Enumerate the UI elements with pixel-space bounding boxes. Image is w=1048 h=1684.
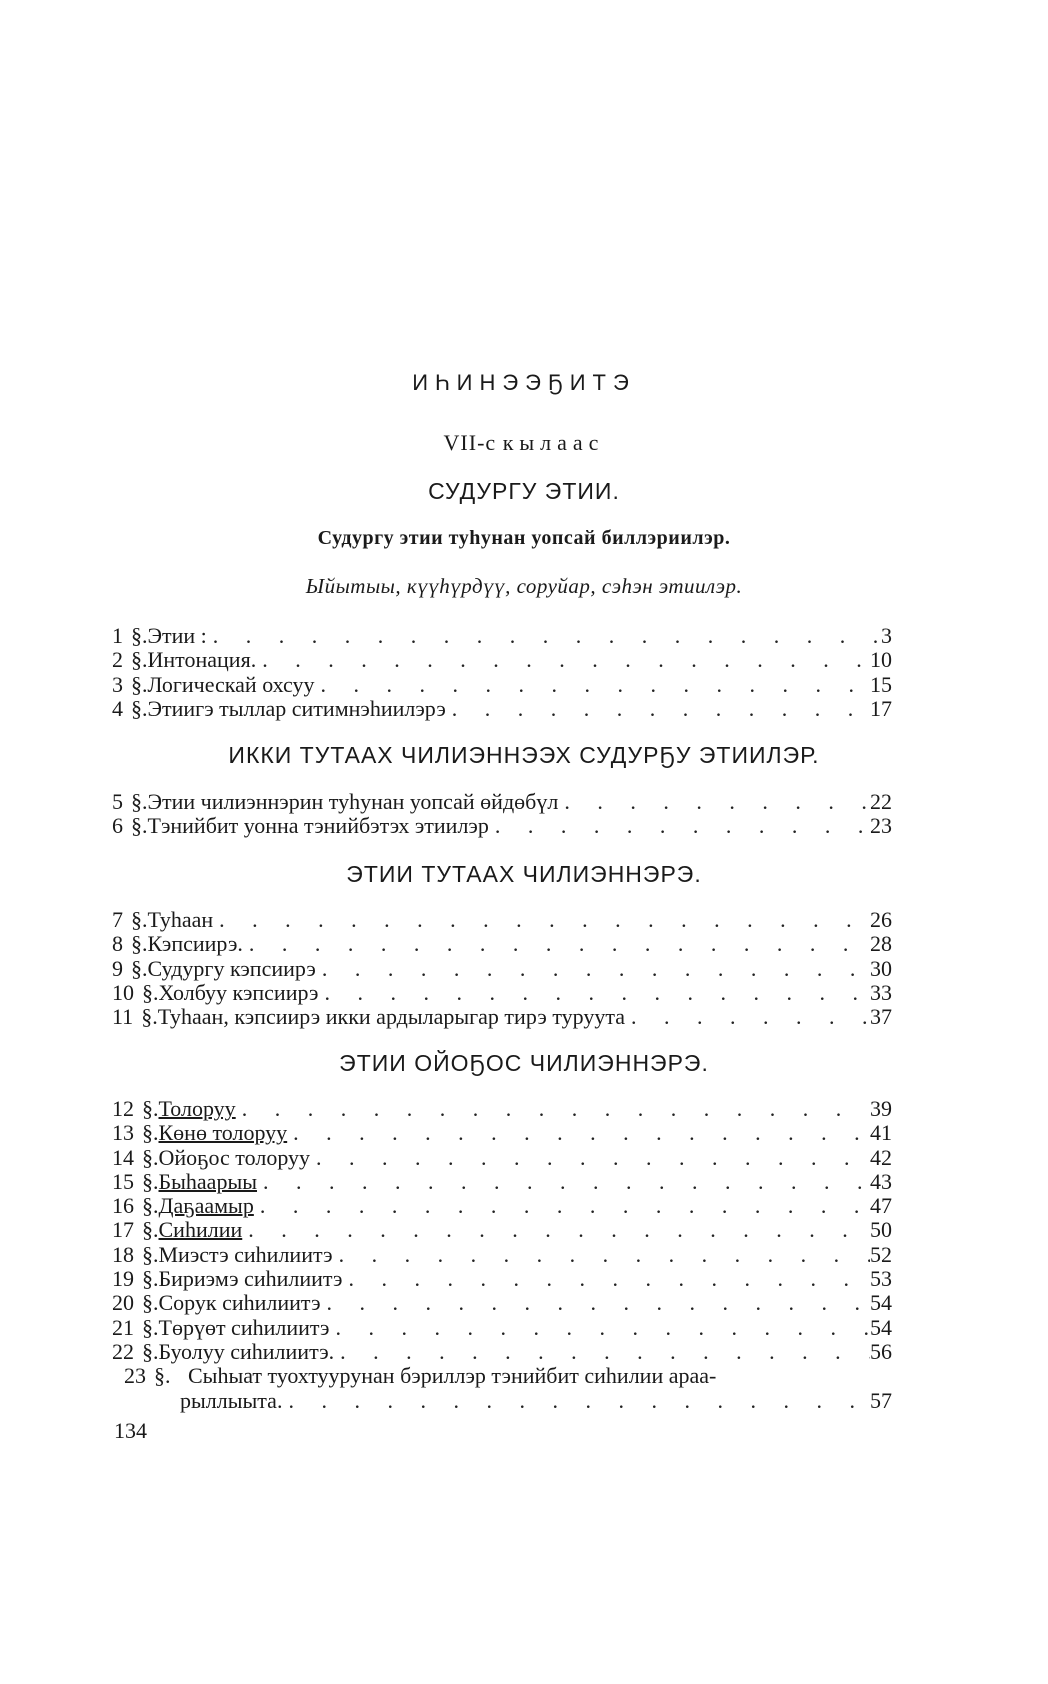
entry-title: Кэпсиирэ.: [147, 931, 243, 957]
entry-title: Холбуу кэпсиирэ: [158, 979, 319, 1005]
dot-leader: [213, 624, 878, 648]
dot-leader: [631, 1005, 870, 1029]
entry-title-cont: рыллыыта.: [180, 1387, 283, 1413]
entry-title: Даҕаамыр: [158, 1193, 254, 1219]
entry-page: 43: [870, 1168, 892, 1194]
italic-subtitle: Ыйытыы, күүһүрдүү, соруйар, сэһэн этиилэр.: [305, 574, 743, 598]
dot-leader: [288, 1389, 870, 1413]
subtitle: Судургу этии туһунан уопсай биллэриилэр.: [317, 527, 731, 549]
entry-page: 54: [870, 1290, 892, 1316]
section-sign: §.: [131, 647, 148, 673]
entry-title: Тэнийбит уонна тэнийбэтэх этиилэр: [147, 813, 489, 839]
section-sign: §.: [131, 907, 148, 932]
section-sign: §.: [142, 1338, 159, 1364]
entry-number: 18: [112, 1241, 134, 1267]
dot-leader: [242, 1097, 870, 1121]
dot-leader: [336, 1316, 871, 1340]
entry-page: 50: [870, 1217, 892, 1243]
section-sign: §.: [142, 1266, 159, 1292]
dot-leader: [327, 1291, 870, 1315]
entry-number: 19: [112, 1266, 134, 1292]
entry-number: 7: [112, 907, 123, 932]
entry-title: Туһаан: [147, 907, 214, 932]
dot-leader: [339, 1243, 870, 1267]
dot-leader: [564, 790, 870, 814]
entry-title: Миэстэ сиһилиитэ: [158, 1241, 333, 1267]
entry-list: [112, 790, 892, 839]
dot-leader: [349, 1267, 870, 1291]
section-heading: ИККИ ТУТААХ ЧИЛИЭННЭЭХ СУДУРҔУ ЭТИИЛЭР.: [228, 742, 820, 768]
entry-list: [112, 908, 892, 1029]
entry-title: Сыһыат туохтуурунан бэриллэр тэнийбит сиһилии араа-: [188, 1363, 717, 1389]
dot-leader: [263, 1170, 870, 1194]
dot-leader: [219, 908, 870, 932]
toc-entry[interactable]: [112, 981, 892, 1005]
section-sign: §.: [142, 1290, 159, 1316]
entry-page: 3: [881, 623, 892, 648]
entry-page: 57: [870, 1387, 892, 1413]
entry-number: 2: [112, 647, 123, 673]
entry-page: 33: [870, 979, 892, 1005]
toc-entry-continuation: [112, 1389, 892, 1413]
dot-leader: [316, 1146, 870, 1170]
entry-number: 6: [112, 813, 123, 839]
entry-number: 16: [112, 1193, 134, 1219]
toc-entry[interactable]: [112, 697, 892, 721]
dot-leader: [324, 981, 870, 1005]
section-sign: §.: [131, 931, 148, 957]
entry-page: 17: [870, 695, 892, 721]
entry-page: 47: [870, 1193, 892, 1219]
toc-entry[interactable]: [112, 1267, 892, 1291]
entry-list: [112, 1097, 892, 1413]
section-sign: §.: [131, 955, 148, 981]
section-sign: §.: [142, 1144, 159, 1170]
entry-number: 5: [112, 789, 123, 814]
toc-entry[interactable]: [112, 1291, 892, 1315]
section-sign: §.: [142, 1168, 159, 1194]
toc-entry[interactable]: [112, 1340, 892, 1364]
entry-number: 11: [112, 1004, 134, 1030]
entry-number: 8: [112, 931, 123, 957]
entry-page: 30: [870, 955, 892, 981]
toc-entry[interactable]: [112, 1097, 892, 1121]
entry-number: 9: [112, 955, 123, 981]
toc-entry[interactable]: [112, 673, 892, 697]
entry-page: 53: [870, 1266, 892, 1292]
toc-entry[interactable]: [112, 624, 892, 648]
toc-entry[interactable]: [112, 790, 892, 814]
toc-entry[interactable]: [112, 1194, 892, 1218]
toc-entry[interactable]: [112, 1316, 892, 1340]
dot-leader: [452, 697, 870, 721]
entry-number: 4: [112, 695, 123, 721]
toc-entry[interactable]: [112, 957, 892, 981]
dot-leader: [322, 957, 870, 981]
section-sign: §.: [142, 1314, 159, 1340]
entry-number: 3: [112, 671, 123, 697]
section-sign: §.: [142, 1217, 159, 1243]
entry-title: Сорук сиһилиитэ: [158, 1290, 321, 1316]
entry-title: Этии :: [147, 623, 207, 648]
dot-leader: [293, 1121, 870, 1145]
section-sign: §.: [131, 695, 148, 721]
entry-number: 20: [112, 1290, 134, 1316]
entry-title: Толоруу: [158, 1096, 236, 1121]
entry-number: 10: [112, 979, 134, 1005]
entry-page: 15: [870, 671, 892, 697]
toc-entry[interactable]: [112, 1170, 892, 1194]
entry-title: Көнө толоруу: [158, 1120, 288, 1146]
section-heading: ЭТИИ ОЙОҔОС ЧИЛИЭННЭРЭ.: [339, 1050, 709, 1076]
entry-page: 56: [870, 1338, 892, 1364]
dot-leader: [249, 932, 870, 956]
entry-title: Төрүөт сиһилиитэ: [158, 1314, 330, 1340]
dot-leader: [248, 1218, 870, 1242]
entry-number: 21: [112, 1314, 134, 1340]
entry-title: Интонация.: [147, 647, 257, 673]
section-sign: §.: [142, 1241, 159, 1267]
entry-page: 10: [870, 647, 892, 673]
entry-number: 14: [112, 1144, 134, 1170]
section-sign: §.: [131, 671, 148, 697]
entry-page: 41: [870, 1120, 892, 1146]
section-sign: §.: [154, 1363, 171, 1389]
entry-list: [112, 624, 892, 721]
entry-title: Буолуу сиһилиитэ.: [158, 1338, 335, 1364]
entry-number: 1: [112, 623, 123, 648]
class-prefix: VII-с: [443, 430, 497, 455]
entry-title: Ойоҕос толоруу: [158, 1144, 311, 1170]
entry-title: Этии чилиэннэрин туһунан уопсай өйдөбүл: [147, 789, 559, 814]
toc-entry[interactable]: [112, 1364, 892, 1388]
entry-number: 12: [112, 1096, 134, 1121]
entry-title: Бириэмэ сиһилиитэ: [158, 1266, 343, 1292]
section-sign: §.: [131, 789, 148, 814]
section-sign: §.: [142, 979, 159, 1005]
section-sign: §.: [131, 813, 148, 839]
entry-title: Туһаан, кэпсиирэ икки ардыларыгар тирэ туруута: [157, 1004, 625, 1030]
entry-page: 37: [870, 1004, 892, 1030]
section-sign: §.: [131, 623, 148, 648]
section-heading: ЭТИИ ТУТААХ ЧИЛИЭННЭРЭ.: [346, 861, 702, 887]
entry-page: 22: [870, 789, 892, 814]
toc-entry[interactable]: [112, 1146, 892, 1170]
entry-number: 22: [112, 1338, 134, 1364]
entry-page: 26: [870, 907, 892, 932]
dot-leader: [260, 1194, 870, 1218]
entry-page: 23: [870, 813, 892, 839]
entry-page: 39: [870, 1096, 892, 1121]
toc-entry[interactable]: [112, 1243, 892, 1267]
entry-number: 23: [124, 1363, 146, 1389]
section-sign: §.: [142, 1096, 159, 1121]
toc-entry[interactable]: [112, 1005, 892, 1029]
entry-page: 28: [870, 931, 892, 957]
toc-entry[interactable]: [112, 932, 892, 956]
dot-leader: [262, 648, 870, 672]
class-label: [0, 430, 1048, 456]
section-sign: §.: [142, 1193, 159, 1219]
entry-page: 42: [870, 1144, 892, 1170]
entry-number: 15: [112, 1168, 134, 1194]
class-word: кылаас: [502, 430, 605, 455]
entry-title: Логическай охсуу: [147, 671, 315, 697]
dot-leader: [340, 1340, 870, 1364]
dot-leader: [321, 673, 871, 697]
toc-title: ИҺИНЭЭҔИТЭ: [412, 370, 636, 395]
entry-page: 54: [870, 1314, 892, 1340]
entry-title: Сиһилии: [158, 1217, 243, 1243]
entry-page: 52: [870, 1241, 892, 1267]
entry-title: Этиигэ тыллар ситимнэһиилэрэ: [147, 695, 446, 721]
dot-leader: [495, 814, 870, 838]
section-sign: §.: [142, 1120, 159, 1146]
entry-number: 13: [112, 1120, 134, 1146]
toc-entry[interactable]: [112, 1218, 892, 1242]
entry-title: Судургу кэпсиирэ: [147, 955, 316, 981]
part-title: СУДУРГУ ЭТИИ.: [428, 478, 620, 504]
entry-title: Быһаарыы: [158, 1168, 258, 1194]
section-sign: §.: [141, 1004, 158, 1030]
toc-entry[interactable]: [112, 1121, 892, 1145]
toc-entry[interactable]: [112, 648, 892, 672]
entry-number: 17: [112, 1217, 134, 1243]
toc-entry[interactable]: [112, 814, 892, 838]
toc-entry[interactable]: [112, 908, 892, 932]
page-number: 134: [114, 1418, 147, 1443]
